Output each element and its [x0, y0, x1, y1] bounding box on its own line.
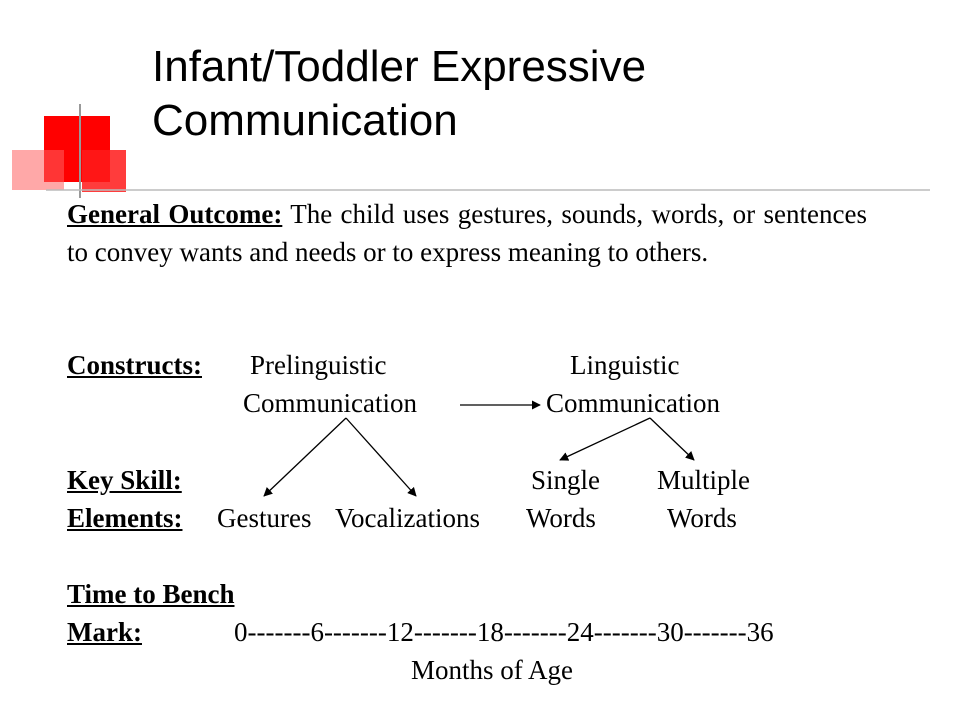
element-words-single: Words: [526, 503, 596, 533]
prelinguistic-line2: Communication: [243, 388, 417, 418]
time-to-bench-label: Time to Bench: [67, 579, 235, 609]
arrow-to-gestures: [264, 418, 346, 496]
constructs-label: Constructs:: [67, 350, 202, 380]
element-words-multiple: Words: [667, 503, 737, 533]
skill-multiple: Multiple: [657, 465, 750, 495]
key-skill-label: Key Skill:: [67, 465, 182, 495]
linguistic-line1: Linguistic: [570, 350, 680, 380]
elements-label: Elements:: [67, 503, 183, 533]
mark-label: Mark:: [67, 617, 142, 647]
months-axis-label: Months of Age: [411, 655, 573, 685]
arrow-to-single-words: [560, 418, 650, 460]
slide-title: Infant/Toddler Expressive Communication: [152, 42, 647, 145]
arrow-to-vocalizations: [346, 418, 416, 496]
element-vocalizations: Vocalizations: [335, 503, 480, 533]
linguistic-line2: Communication: [546, 388, 720, 418]
element-gestures: Gestures: [217, 503, 312, 533]
months-scale: 0-------6-------12-------18-------24-------30-------36: [234, 617, 774, 647]
prelinguistic-line1: Prelinguistic: [250, 350, 387, 380]
general-outcome-text: The child uses gestures, sounds, words, or sentences to convey wants and needs or to express meaning to others.: [67, 199, 867, 267]
general-outcome-label: General Outcome:: [67, 199, 283, 229]
skill-single: Single: [531, 465, 601, 495]
arrow-to-multiple-words: [650, 418, 694, 460]
